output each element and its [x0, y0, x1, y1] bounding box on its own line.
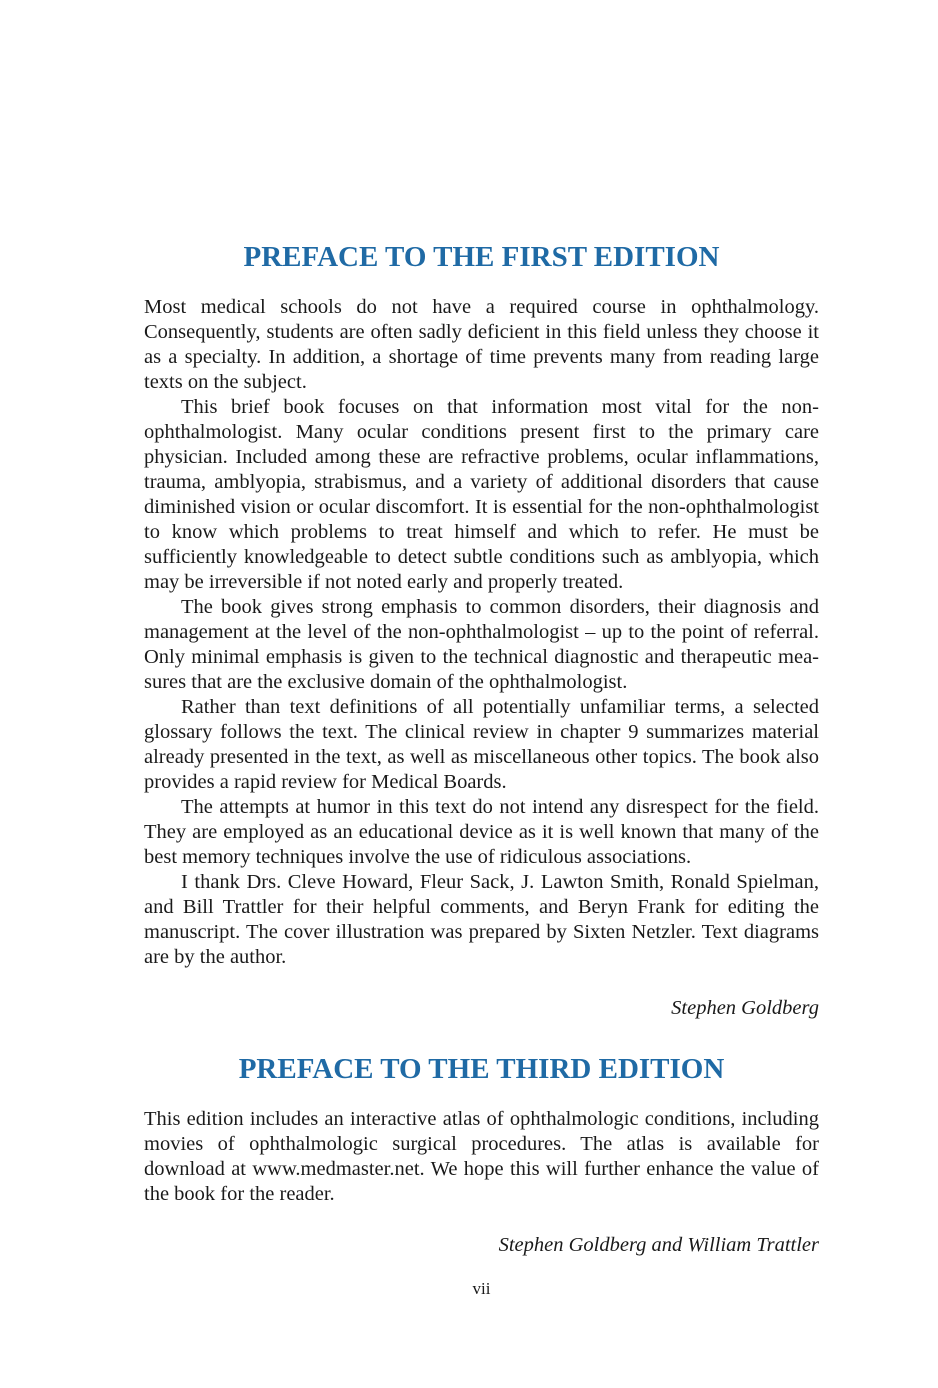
- first-edition-paragraph-6: I thank Drs. Cleve Howard, Fleur Sack, J. Lawton Smith, Ronald Spielman, and Bill Trattler for their helpful comments, and Beryn Frank for editing the manuscript. The cover illustration was prepared by Sixten Netzler. Text diagrams are by the author.: [144, 871, 819, 968]
- third-edition-body: [144, 1107, 819, 1207]
- third-edition-paragraph-1: This edition includes an interactive atlas of ophthalmologic conditions, including movies of ophthalmologic surgical procedures. The atlas is available for download at www.medmaster.net. We hope this will further enhance the value of the book for the reader.: [144, 1108, 819, 1205]
- third-edition-title: PREFACE TO THE THIRD EDITION: [238, 1053, 725, 1085]
- first-edition-paragraph-3: The book gives strong emphasis to common disorders, their diagnosis and management at the level of the non-ophthalmologist – up to the point of referral. Only minimal emphasis is given to the technical diagnostic and therapeutic measures that are the exclusive domain of the ophthalmologist.: [144, 596, 819, 693]
- first-edition-paragraph-2: This brief book focuses on that information most vital for the non-ophthalmologist. Many ocular conditions present first to the primary care physician. Included among these are refractive problems, ocular inflammations, trauma, amblyopia, strabismus, and a variety of additional disorders that cause diminished vision or ocular discomfort. It is essential for the non-ophthalmologist to know which problems to treat himself and which to refer. He must be sufficiently knowledgeable to detect subtle conditions such as amblyopia, which may be irreversible if not noted early and properly treated.: [144, 396, 819, 593]
- third-edition-signature: Stephen Goldberg and William Trattler: [498, 1234, 819, 1256]
- page-number: vii: [472, 1279, 491, 1298]
- first-edition-paragraph-1: Most medical schools do not have a required course in ophthalmology. Consequently, students are often sadly deficient in this field unless they choose it as a specialty. In addition, a shortage of time prevents many from reading large texts on the subject.: [144, 296, 819, 393]
- first-edition-signature: Stephen Goldberg: [671, 997, 819, 1019]
- first-edition-body: [144, 295, 819, 970]
- first-edition-paragraph-5: The attempts at humor in this text do not intend any disrespect for the field. They are employed as an educational device as it is well known that many of the best memory techniques involve the use of ridiculous associations.: [144, 796, 819, 868]
- first-edition-paragraph-4: Rather than text definitions of all potentially unfamiliar terms, a selected glossary follows the text. The clinical review in chapter 9 summarizes material already presented in the text, as well as miscellaneous other topics. The book also provides a rapid review for Medical Boards.: [144, 696, 819, 793]
- document-page: [144, 0, 819, 1388]
- first-edition-title: PREFACE TO THE FIRST EDITION: [243, 241, 720, 273]
